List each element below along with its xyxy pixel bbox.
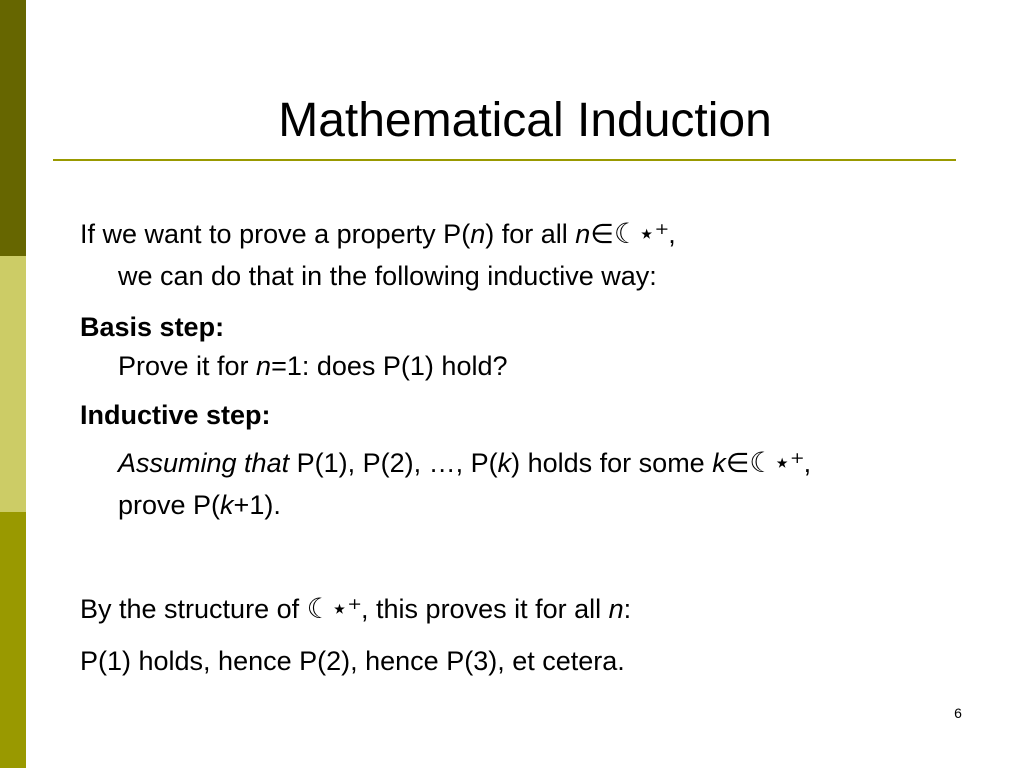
prove-text-a: prove P( [118, 490, 221, 520]
element-of-symbol: ∈ [590, 219, 614, 249]
basis-step-heading: Basis step: [80, 312, 225, 342]
positive-integers-symbol: ☾⋆⁺ [613, 217, 669, 250]
basis-text-a: Prove it for [118, 351, 257, 381]
inductive-text-a: P(1), P(2), …, P( [289, 448, 498, 478]
basis-step-line [118, 349, 508, 383]
intro-line-continuation: we can do that in the following inductive way: [118, 261, 657, 291]
positive-integers-symbol: ☾⋆⁺ [306, 592, 362, 625]
element-of-symbol: ∈ [725, 448, 750, 478]
var-n: n [575, 219, 591, 249]
var-n: n [608, 594, 624, 624]
var-n: n [470, 219, 486, 249]
inductive-step-line [118, 446, 811, 480]
intro-text-a: If we want to prove a property P( [80, 219, 471, 249]
assuming-that-text: Assuming that [118, 448, 290, 478]
structure-text-b: , this proves it for all [361, 594, 609, 624]
intro-text-c: , [668, 219, 676, 249]
structure-text-a: By the structure of [80, 594, 307, 624]
inductive-step-heading: Inductive step: [80, 400, 271, 430]
var-k: k [712, 448, 726, 478]
prove-text-b: +1). [233, 490, 281, 520]
title-underline [53, 159, 956, 161]
inductive-text-c: , [803, 448, 812, 478]
positive-integers-symbol: ☾⋆⁺ [749, 446, 804, 479]
intro-line [80, 217, 676, 251]
inductive-text-b: ) holds for some [511, 448, 713, 478]
structure-line [80, 592, 631, 626]
sidebar-stripe-top [0, 0, 26, 256]
intro-text-b: ) for all [485, 219, 576, 249]
slide-number: 6 [954, 705, 962, 721]
var-n: n [256, 351, 272, 381]
structure-text-c: : [623, 594, 632, 624]
conclusion-line: P(1) holds, hence P(2), hence P(3), et cetera. [80, 646, 625, 676]
basis-text-b: =1: does P(1) hold? [271, 351, 508, 381]
sidebar-stripe-bottom [0, 512, 26, 768]
var-k: k [497, 448, 512, 478]
sidebar-stripe-middle [0, 256, 26, 512]
inductive-step-continuation [118, 488, 281, 522]
slide-title: Mathematical Induction [278, 94, 772, 147]
var-k: k [220, 490, 234, 520]
